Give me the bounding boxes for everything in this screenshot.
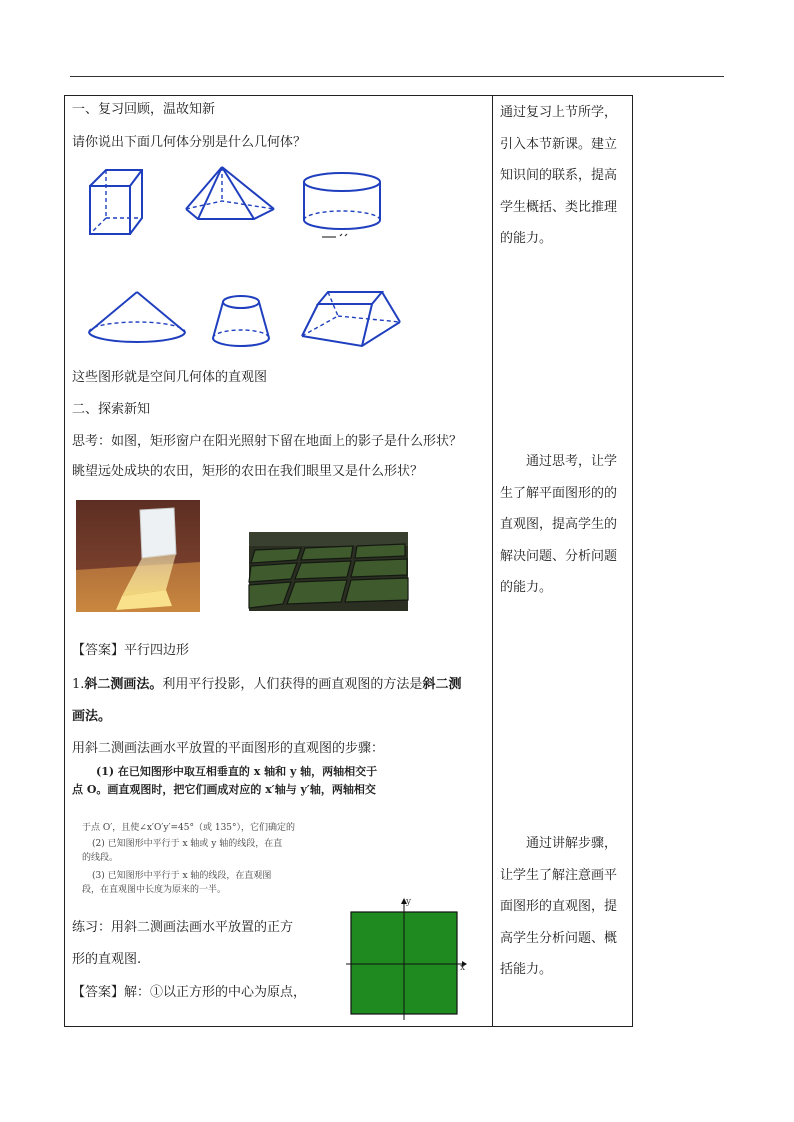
column-divider	[492, 95, 493, 1027]
answer-tag: 【答案】	[72, 643, 125, 658]
method-title: 斜二测画法。	[84, 677, 163, 692]
window-shadow-photo	[76, 500, 200, 612]
method-body: 利用平行投影，人们获得的画直观图的方法是	[162, 677, 423, 692]
method-line1	[72, 676, 461, 694]
practice-answer	[72, 984, 306, 1002]
cuboid-figure	[84, 168, 150, 238]
think-line2: 眺望远处成块的农田，矩形的农田在我们眼里又是什么形状？	[72, 464, 424, 479]
practice-answer-tag: 【答案】	[72, 985, 125, 1000]
cone-figure	[86, 290, 188, 350]
step2-line2: 的线段。	[82, 853, 119, 863]
method-term-cont: 画法。	[72, 709, 112, 724]
section1-question: 请你说出下面几何体分别是什么几何体？	[72, 135, 307, 150]
method-number: 1.	[72, 677, 85, 692]
note-review: 通过复习上节所学，引入本节新课。建立知识间的联系，提高学生概括、类比推理的能力。	[500, 105, 618, 246]
step3-line2: 段，在直观图中长度为原来的一半。	[82, 885, 227, 895]
answer-text: 平行四边形	[124, 643, 190, 658]
cylinder-figure	[300, 170, 384, 242]
method-term: 斜二测	[422, 677, 462, 692]
practice-line2: 形的直观图.	[72, 952, 142, 967]
header-rule	[70, 76, 724, 77]
practice-answer-text: 解：①以正方形的中心为原点，	[124, 985, 307, 1000]
prismatoid-figure	[298, 290, 404, 350]
pyramid-figure	[182, 165, 278, 225]
note-think: 通过思考，让学生了解平面图形的的直观图，提高学生的解决问题、分析问题的能力。	[500, 454, 618, 595]
steps-intro: 用斜二测画法画水平放置的平面图形的直观图的步骤：	[72, 741, 385, 756]
square-axes-figure	[344, 898, 468, 1022]
answer1	[72, 642, 189, 660]
practice-line1: 练习：用斜二测画法画水平放置的正方	[72, 920, 294, 935]
note-steps: 通过讲解步骤，让学生了解注意画平面图形的直观图，提高学生分析问题、概括能力。	[500, 836, 618, 977]
frustum-figure	[208, 294, 274, 352]
section1-heading: 一、复习回顾，温故知新	[72, 102, 216, 117]
step2-line1: (2) 已知图形中平行于 x 轴或 y 轴的线段，在直	[92, 839, 283, 849]
step1-line3: 于点 O′，且使∠x′O′y′=45°（或 135°），它们确定的	[82, 823, 296, 833]
axis-x-label: x	[460, 963, 466, 973]
farmland-photo	[249, 532, 408, 611]
step1-line1: (1) 在已知图形中取互相垂直的 x 轴和 y 轴，两轴相交于	[96, 765, 378, 778]
section2-heading: 二、探索新知	[72, 402, 151, 417]
step3-line1: (3) 已知图形中平行于 x 轴的线段，在直观图	[92, 871, 272, 881]
think-line1: 思考：如图，矩形窗户在阳光照射下留在地面上的影子是什么形状？	[72, 434, 463, 449]
step1-line2: 点 O。画直观图时，把它们画成对应的 x′轴与 y′轴，两轴相交	[72, 783, 376, 796]
section1-caption: 这些图形就是空间几何体的直观图	[72, 370, 268, 385]
axis-y-label: y	[406, 897, 412, 907]
